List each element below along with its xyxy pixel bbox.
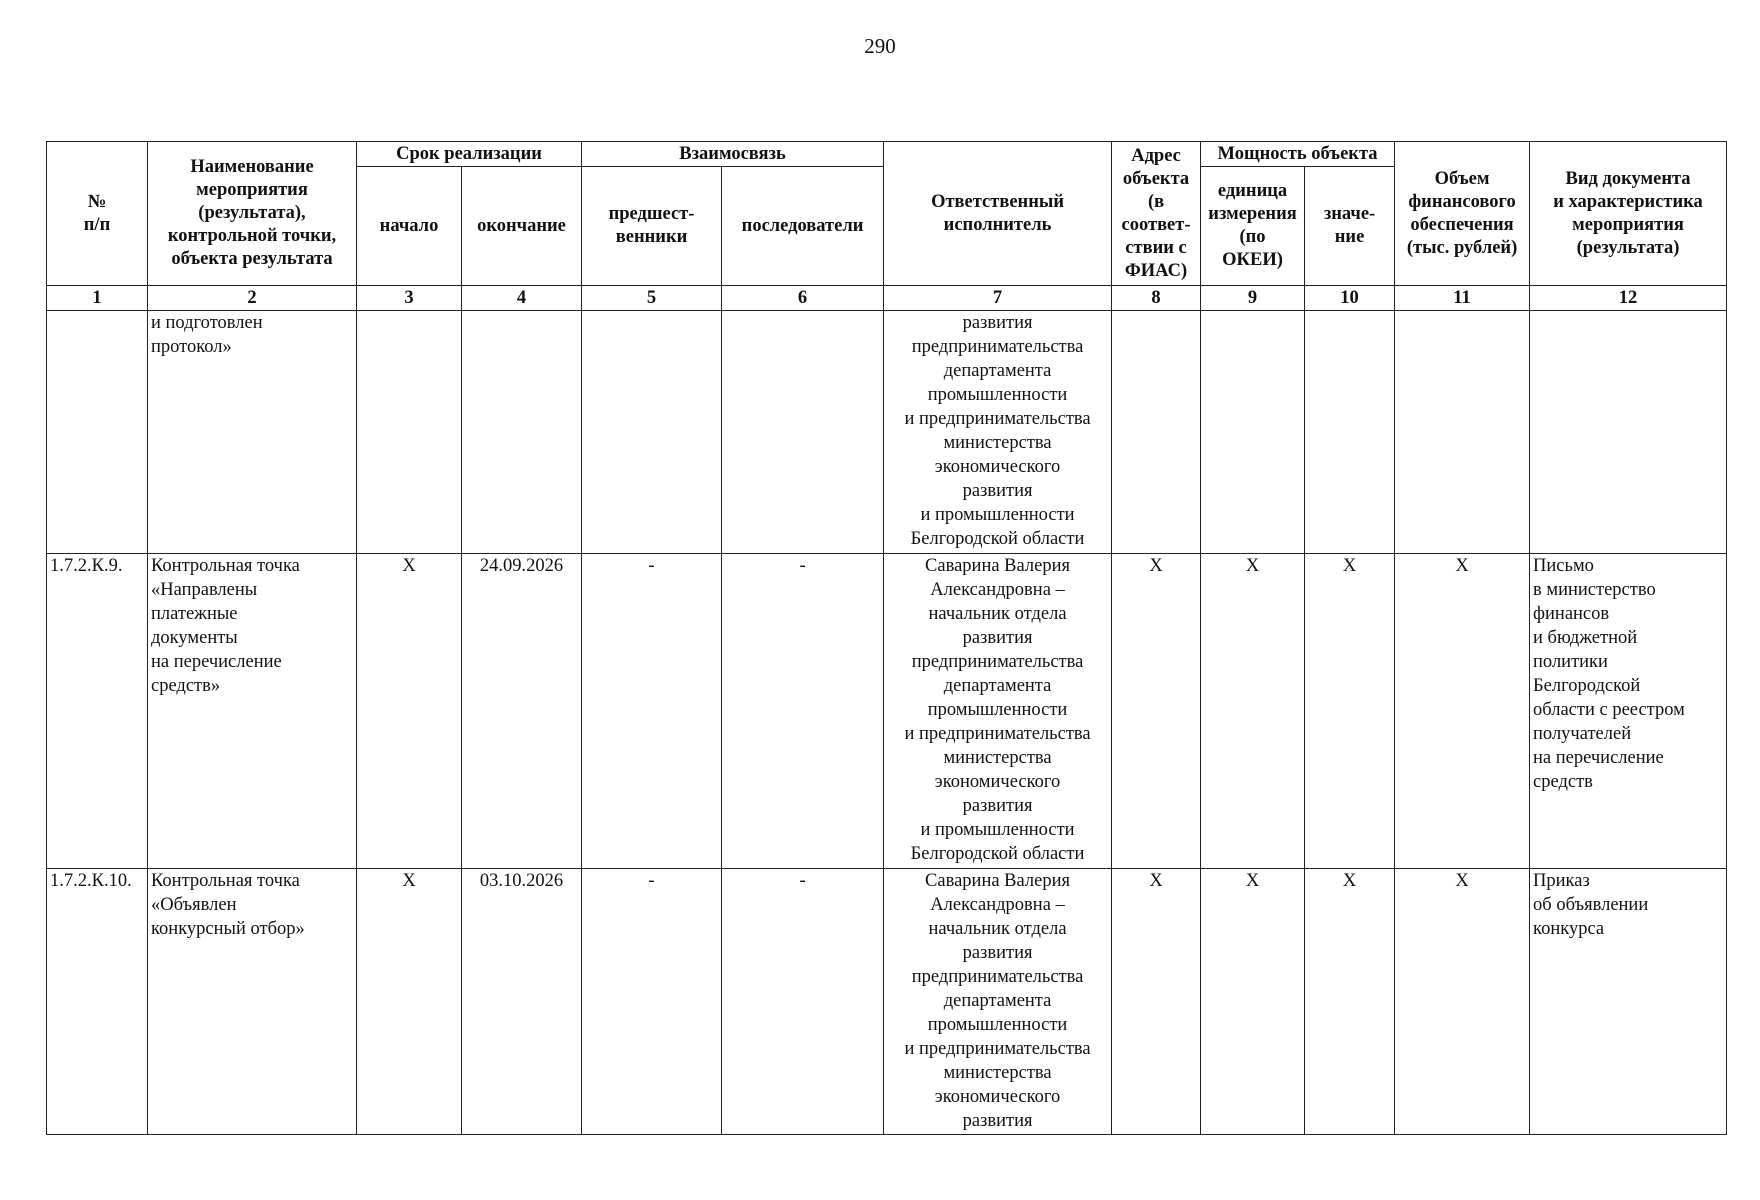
col-number: 7 xyxy=(884,286,1112,311)
text-line: и подготовлен xyxy=(151,313,263,333)
text-line: № xyxy=(87,191,107,212)
text-line: предпринимательства xyxy=(911,967,1084,987)
header-responsible xyxy=(884,142,1112,286)
text-line: развития xyxy=(962,796,1033,816)
text-line: промышленности xyxy=(927,385,1068,405)
cell-funding: Х xyxy=(1395,869,1530,1135)
col-number: 4 xyxy=(462,286,582,311)
text-line: платежные xyxy=(151,604,238,624)
header-successors: последователи xyxy=(722,167,884,286)
text-line: «Направлены xyxy=(151,580,258,600)
header-doc-type xyxy=(1530,142,1727,286)
text-line: (результата), xyxy=(198,203,306,223)
text-line: Саварина Валерия xyxy=(925,871,1071,891)
text-line: получателей xyxy=(1533,724,1632,744)
cell-unit xyxy=(1201,311,1305,554)
cell-responsible xyxy=(884,869,1112,1135)
text-line: (результата) xyxy=(1576,237,1680,258)
text-line: контрольной точки, xyxy=(167,226,337,246)
text-line: Контрольная точка xyxy=(151,871,300,891)
text-line: политики xyxy=(1533,652,1608,672)
header-link-group: Взаимосвязь xyxy=(582,142,884,167)
text-line: развития xyxy=(962,313,1033,333)
text-line: развития xyxy=(962,481,1033,501)
header-term-end: окончание xyxy=(462,167,582,286)
cell-funding xyxy=(1395,311,1530,554)
text-line: ние xyxy=(1334,227,1365,247)
text-line: и бюджетной xyxy=(1533,628,1638,648)
cell-end: 24.09.2026 xyxy=(462,554,582,869)
cell-start: Х xyxy=(357,554,462,869)
cell-name xyxy=(148,869,357,1135)
text-line: и предпринимательства xyxy=(904,1039,1091,1059)
cell-end: 03.10.2026 xyxy=(462,869,582,1135)
cell-successors: - xyxy=(722,869,884,1135)
text-line: Александровна – xyxy=(930,580,1065,600)
cell-predecessors xyxy=(582,311,722,554)
text-line: и характеристика xyxy=(1553,191,1703,212)
text-line: Александровна – xyxy=(930,895,1065,915)
cell-num xyxy=(47,311,148,554)
col-number: 1 xyxy=(47,286,148,311)
text-line: финансового xyxy=(1408,191,1516,212)
text-line: (в xyxy=(1147,191,1165,212)
text-line: Письмо xyxy=(1533,556,1594,576)
header-term-start: начало xyxy=(357,167,462,286)
text-line: развития xyxy=(962,1111,1033,1131)
cell-responsible xyxy=(884,311,1112,554)
cell-successors xyxy=(722,311,884,554)
text-line: единица xyxy=(1217,181,1288,201)
text-line: министерства xyxy=(943,1063,1052,1083)
header-capacity-group: Мощность объекта xyxy=(1201,142,1395,167)
text-line: промышленности xyxy=(927,1015,1068,1035)
text-line: Вид документа xyxy=(1565,168,1691,189)
text-line: объекта результата xyxy=(171,249,333,269)
text-line: Приказ xyxy=(1533,871,1590,891)
cell-predecessors: - xyxy=(582,554,722,869)
cell-num: 1.7.2.К.10. xyxy=(47,869,148,1135)
text-line: измерения xyxy=(1208,204,1297,224)
text-line: обеспечения xyxy=(1410,214,1514,235)
cell-value: Х xyxy=(1305,869,1395,1135)
text-line: Ответственный xyxy=(931,191,1064,212)
text-line: министерства xyxy=(943,748,1052,768)
col-number: 8 xyxy=(1112,286,1201,311)
text-line: департамента xyxy=(943,991,1052,1011)
text-line: протокол» xyxy=(151,337,232,357)
cell-address: Х xyxy=(1112,554,1201,869)
text-line: Контрольная точка xyxy=(151,556,300,576)
cell-value: Х xyxy=(1305,554,1395,869)
cell-doc-type xyxy=(1530,311,1727,554)
text-line: начальник отдела xyxy=(928,604,1067,624)
text-line: венники xyxy=(615,227,688,247)
text-line: и предпринимательства xyxy=(904,409,1091,429)
header-row-1 xyxy=(47,142,1727,167)
text-line: ствии с xyxy=(1125,237,1187,258)
header-predecessors xyxy=(582,167,722,286)
text-line: и предпринимательства xyxy=(904,724,1091,744)
cell-successors: - xyxy=(722,554,884,869)
text-line: предпринимательства xyxy=(911,652,1084,672)
cell-doc-type xyxy=(1530,869,1727,1135)
text-line: департамента xyxy=(943,361,1052,381)
text-line: и промышленности xyxy=(920,505,1075,525)
table-row xyxy=(47,311,1727,554)
header-name xyxy=(148,142,357,286)
text-line: Саварина Валерия xyxy=(925,556,1071,576)
text-line: средств» xyxy=(151,676,221,696)
col-number: 12 xyxy=(1530,286,1727,311)
cell-start xyxy=(357,311,462,554)
cell-doc-type xyxy=(1530,554,1727,869)
header-num xyxy=(47,142,148,286)
cell-name xyxy=(148,311,357,554)
text-line: Белгородской области xyxy=(910,529,1085,549)
cell-responsible xyxy=(884,554,1112,869)
header-funding xyxy=(1395,142,1530,286)
col-number: 6 xyxy=(722,286,884,311)
text-line: департамента xyxy=(943,676,1052,696)
text-line: Белгородской области xyxy=(910,844,1085,864)
text-line: мероприятия xyxy=(196,180,308,200)
text-line: конкурсный отбор» xyxy=(151,919,305,939)
text-line: развития xyxy=(962,628,1033,648)
col-number: 5 xyxy=(582,286,722,311)
table-row xyxy=(47,554,1727,869)
text-line: финансов xyxy=(1533,604,1610,624)
text-line: документы xyxy=(151,628,238,648)
text-line: об объявлении xyxy=(1533,895,1649,915)
text-line: министерства xyxy=(943,433,1052,453)
text-line: начальник отдела xyxy=(928,919,1067,939)
text-line: предшест- xyxy=(608,204,695,224)
table-row xyxy=(47,869,1727,1135)
text-line: предпринимательства xyxy=(911,337,1084,357)
text-line: на перечисление xyxy=(151,652,282,672)
measures-table xyxy=(46,141,1727,1135)
text-line: развития xyxy=(962,943,1033,963)
text-line: ОКЕИ) xyxy=(1222,250,1283,270)
text-line: на перечисление xyxy=(1533,748,1664,768)
text-line: «Объявлен xyxy=(151,895,237,915)
cell-unit: Х xyxy=(1201,869,1305,1135)
header-unit xyxy=(1201,167,1305,286)
text-line: области с реестром xyxy=(1533,700,1685,720)
cell-funding: Х xyxy=(1395,554,1530,869)
text-line: в министерство xyxy=(1533,580,1656,600)
cell-num: 1.7.2.К.9. xyxy=(47,554,148,869)
text-line: экономического xyxy=(934,1087,1061,1107)
text-line: (тыс. рублей) xyxy=(1406,237,1518,258)
text-line: экономического xyxy=(934,772,1061,792)
text-line: Наименование xyxy=(190,157,314,177)
text-line: экономического xyxy=(934,457,1061,477)
header-address xyxy=(1112,142,1201,286)
text-line: объекта xyxy=(1122,168,1190,189)
cell-name xyxy=(148,554,357,869)
text-line: мероприятия xyxy=(1572,214,1684,235)
text-line: (по xyxy=(1239,227,1266,247)
cell-address xyxy=(1112,311,1201,554)
col-number: 10 xyxy=(1305,286,1395,311)
text-line: ФИАС) xyxy=(1124,260,1188,281)
col-number: 11 xyxy=(1395,286,1530,311)
text-line: и промышленности xyxy=(920,820,1075,840)
text-line: средств xyxy=(1533,772,1593,792)
text-line: п/п xyxy=(83,214,111,235)
text-line: исполнитель xyxy=(943,214,1052,235)
text-line: промышленности xyxy=(927,700,1068,720)
header-value xyxy=(1305,167,1395,286)
cell-predecessors: - xyxy=(582,869,722,1135)
column-numbers-row xyxy=(47,286,1727,311)
header-term-group: Срок реализации xyxy=(357,142,582,167)
col-number: 9 xyxy=(1201,286,1305,311)
text-line: соответ- xyxy=(1121,214,1191,235)
cell-address: Х xyxy=(1112,869,1201,1135)
cell-start: Х xyxy=(357,869,462,1135)
text-line: Адрес xyxy=(1131,145,1181,166)
cell-unit: Х xyxy=(1201,554,1305,869)
cell-value xyxy=(1305,311,1395,554)
text-line: значе- xyxy=(1323,204,1376,224)
page-number: 290 xyxy=(864,34,896,58)
text-line: конкурса xyxy=(1533,919,1605,939)
col-number: 2 xyxy=(148,286,357,311)
text-line: Объем xyxy=(1434,168,1490,189)
col-number: 3 xyxy=(357,286,462,311)
cell-end xyxy=(462,311,582,554)
text-line: Белгородской xyxy=(1533,676,1641,696)
